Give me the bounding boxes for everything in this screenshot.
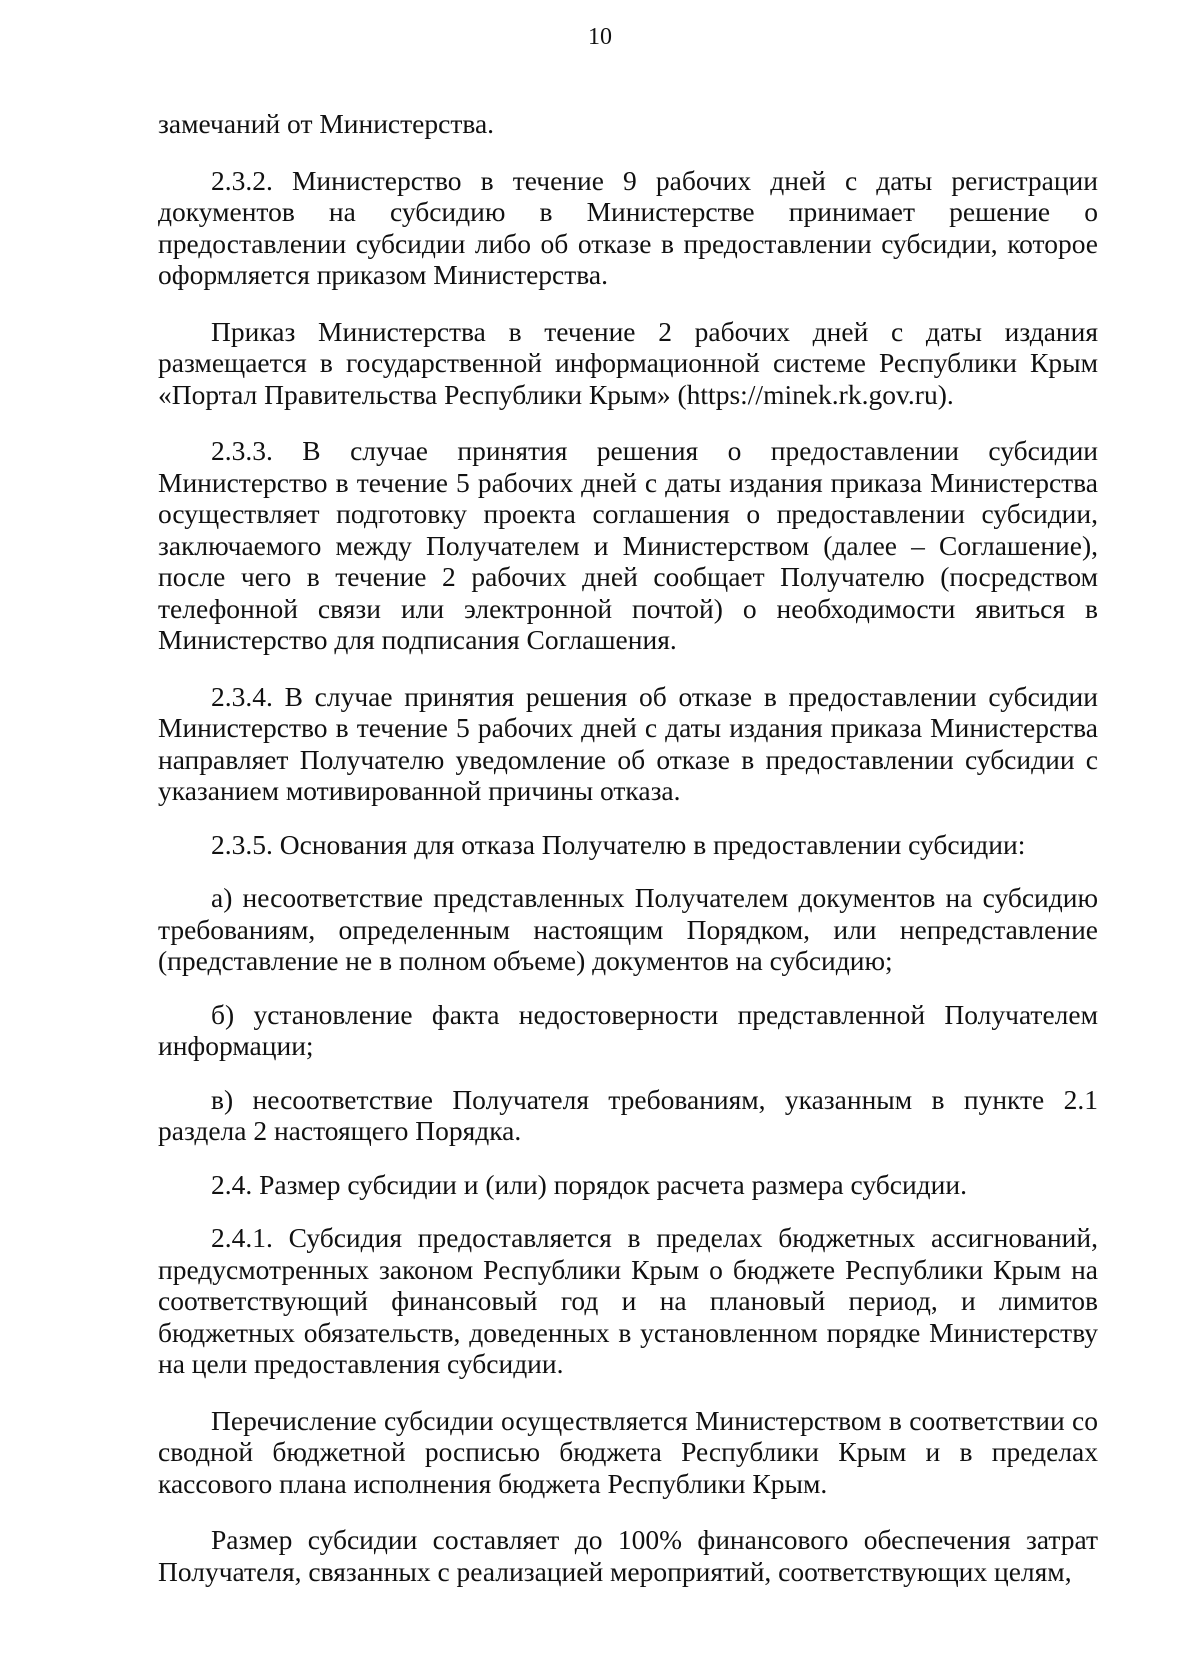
paragraph-2-3-2: 2.3.2. Министерство в течение 9 рабочих дней с даты регистрации документов на субсидию в Министерстве принимает решение о предоставлении субсидии либо об отказе в предоставлении субсидии, которое оформляется приказом Министерства. [158, 164, 1098, 290]
paragraph-order-publication: Приказ Министерства в течение 2 рабочих дней с даты издания размещается в государственной информационной системе Республики Крым «Портал Правительства Республики Крым» (https://minek.rk.gov.ru). [158, 315, 1098, 410]
list-item-a: а) несоответствие представленных Получателем документов на субсидию требованиям, определенным настоящим Порядком, или непредставление (представление не в полном объеме) документов на субсидию; [158, 882, 1098, 976]
list-item-v: в) несоответствие Получателя требованиям, указанным в пункте 2.1 раздела 2 настоящего Порядка. [158, 1083, 1098, 1146]
paragraph-transfer: Перечисление субсидии осуществляется Министерством в соответствии со сводной бюджетной росписью бюджета Республики Крым и в пределах кассового плана исполнения бюджета Республики Крым. [158, 1404, 1098, 1499]
paragraph-2-3-4: 2.3.4. В случае принятия решения об отказе в предоставлении субсидии Министерство в течение 5 рабочих дней с даты издания приказа Министерства направляет Получателю уведомление об отказе в предоставлении субсидии с указанием мотивированной причины отказа. [158, 680, 1098, 806]
paragraph-2-3-3: 2.3.3. В случае принятия решения о предоставлении субсидии Министерство в течение 5 рабочих дней с даты издания приказа Министерства осуществляет подготовку проекта соглашения о предоставлении субсидии, заключаемого между Получателем и Министерством (далее – Соглашение), после чего в течение 2 рабочих дней сообщает Получателю (посредством телефонной связи или электронной почтой) о необходимости явиться в Министерство для подписания Соглашения. [158, 435, 1098, 655]
page-number: 10 [588, 24, 612, 50]
paragraph-2-4-1: 2.4.1. Субсидия предоставляется в пределах бюджетных ассигнований, предусмотренных законом Республики Крым о бюджете Республики Крым на соответствующий финансовый год и на плановый период, и лимитов бюджетных обязательств, доведенных в установленном порядке Министерству на цели предоставления субсидии. [158, 1222, 1098, 1379]
paragraph-continuation: замечаний от Министерства. [158, 108, 495, 139]
paragraph-2-3-5: 2.3.5. Основания для отказа Получателю в предоставлении субсидии: [211, 828, 1026, 860]
document-body [158, 108, 1098, 1587]
list-item-b: б) установление факта недостоверности представленной Получателем информации; [158, 998, 1098, 1061]
paragraph-subsidy-size: Размер субсидии составляет до 100% финансового обеспечения затрат Получателя, связанных с реализацией мероприятий, соответствующих целям, [158, 1524, 1098, 1587]
paragraph-2-4: 2.4. Размер субсидии и (или) порядок расчета размера субсидии. [211, 1168, 967, 1200]
